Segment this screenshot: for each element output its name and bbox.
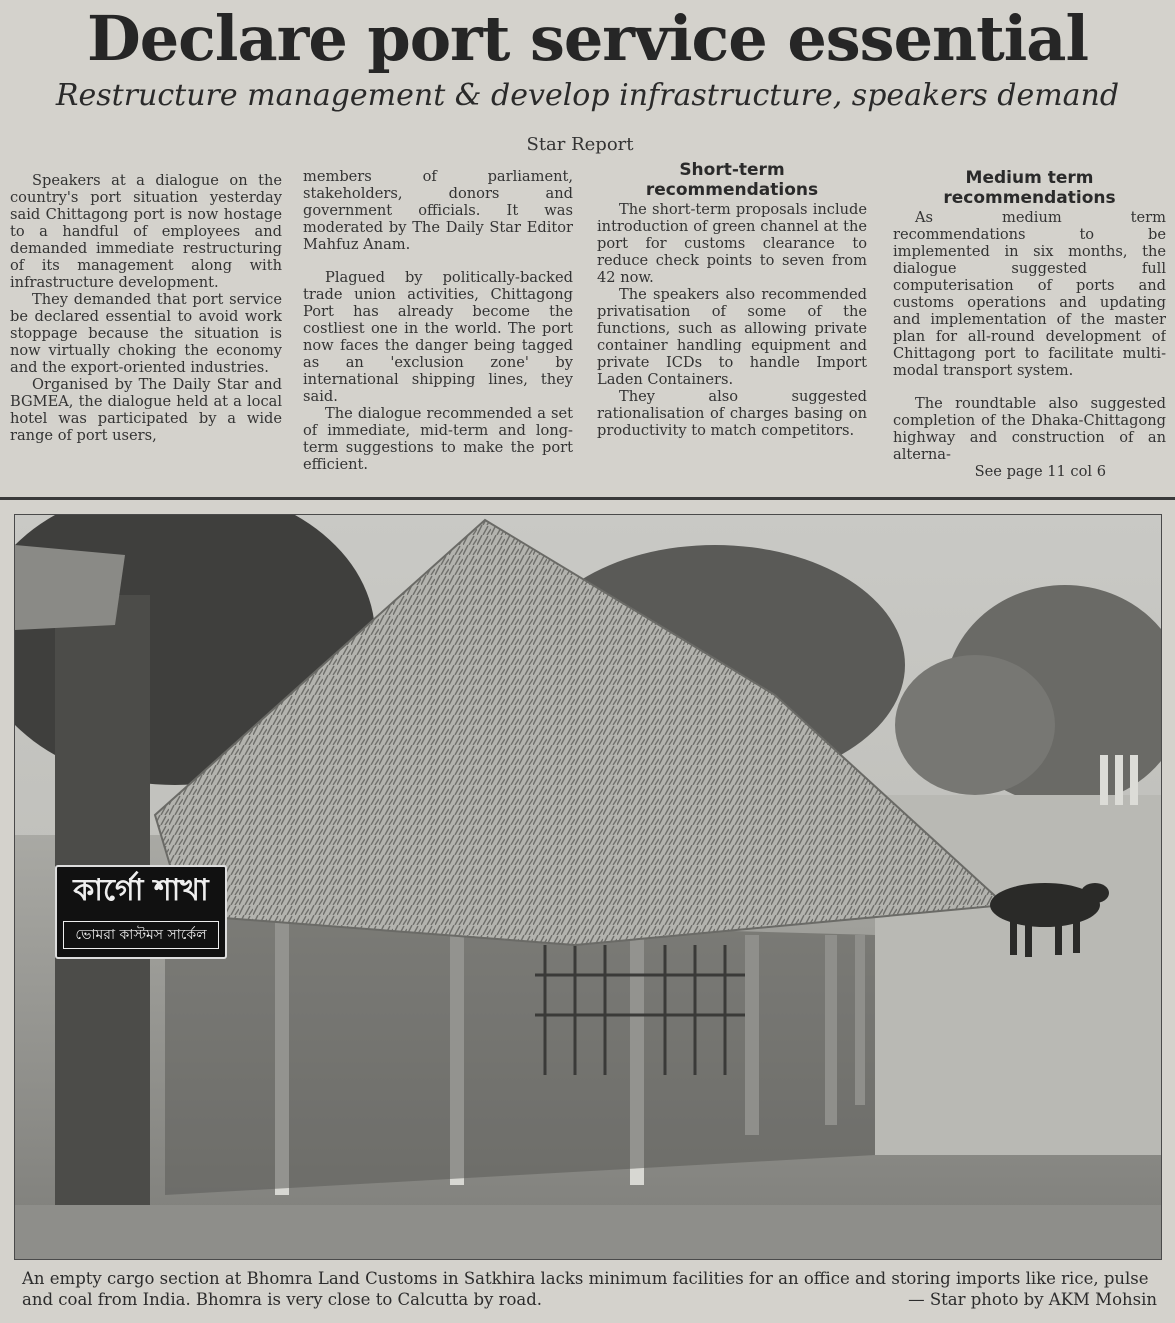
section-heading: Short-term recommendations (645, 160, 819, 200)
subheadline: Restructure management & develop infrastructure, speakers demand (55, 78, 1120, 113)
sign-subtitle: ভোমরা কাস্টমস সার্কেল (63, 921, 219, 949)
photo-credit: — Star photo by AKM Mohsin (908, 1290, 1157, 1309)
section-heading: Medium term recommendations (943, 168, 1116, 208)
caption-text: An empty cargo section at Bhomra Land Customs in Satkhira lacks minimum facilities for an office and storing imports like rice, pulse and coal from India. Bhomra is very close to Calcutta by road. (22, 1269, 1149, 1309)
article-column-4 (893, 168, 1166, 486)
paragraph: Plagued by politically-backed trade union activities, Chittagong Port has already become the costliest one in the world. The port now faces the danger being tagged as an 'exclusion zone' by international shipping lines, they said. (303, 269, 573, 405)
photo-caption (22, 1268, 1157, 1314)
paragraph: The speakers also recommended privatisation of some of the functions, such as allowing private container handling equipment and private ICDs to handle Import Laden Containers. (597, 286, 867, 388)
divider (0, 497, 1175, 500)
news-photo (14, 514, 1162, 1260)
paragraph: Speakers at a dialogue on the country's port situation yesterday said Chittagong port is now hostage to a handful of employees and demanded immediate restructuring of its management along with infrastructure development. (10, 172, 282, 291)
byline: Star Report (526, 134, 634, 155)
paragraph: The short-term proposals include introduction of green channel at the port for customs clearance to reduce check points to seven from 42 now. (597, 201, 867, 286)
paragraph: Organised by The Daily Star and BGMEA, the dialogue held at a local hotel was participated by a wide range of port users, (10, 376, 282, 444)
paragraph: They demanded that port service be declared essential to avoid work stoppage because the situation is now virtually choking the economy and the export-oriented industries. (10, 291, 282, 376)
paragraph: They also suggested rationalisation of charges basing on productivity to match competitors. (597, 388, 867, 439)
paragraph: The dialogue recommended a set of immediate, mid-term and long-term suggestions to make the port efficient. (303, 405, 573, 473)
headline: Declare port service essential (86, 2, 1089, 75)
article-column-3 (597, 160, 867, 478)
cargo-section-sign (55, 865, 227, 959)
continued-note: See page 11 col 6 (974, 463, 1106, 480)
paragraph: The roundtable also suggested completion of the Dhaka-Chittagong highway and construction of an alterna- (893, 395, 1166, 463)
sign-title: কার্গো শাখা (73, 873, 209, 908)
paragraph: As medium term recommendations to be implemented in six months, the dialogue suggested full computerisation of ports and customs operations and updating and implementation of the master plan for all-round development of Chittagong port to facilitate multi-modal transport system. (893, 209, 1166, 379)
article-column-1 (10, 172, 282, 490)
article-column-2 (303, 168, 573, 486)
paragraph: members of parliament, stakeholders, donors and government officials. It was moderated by The Daily Star Editor Mahfuz Anam. (303, 168, 573, 253)
